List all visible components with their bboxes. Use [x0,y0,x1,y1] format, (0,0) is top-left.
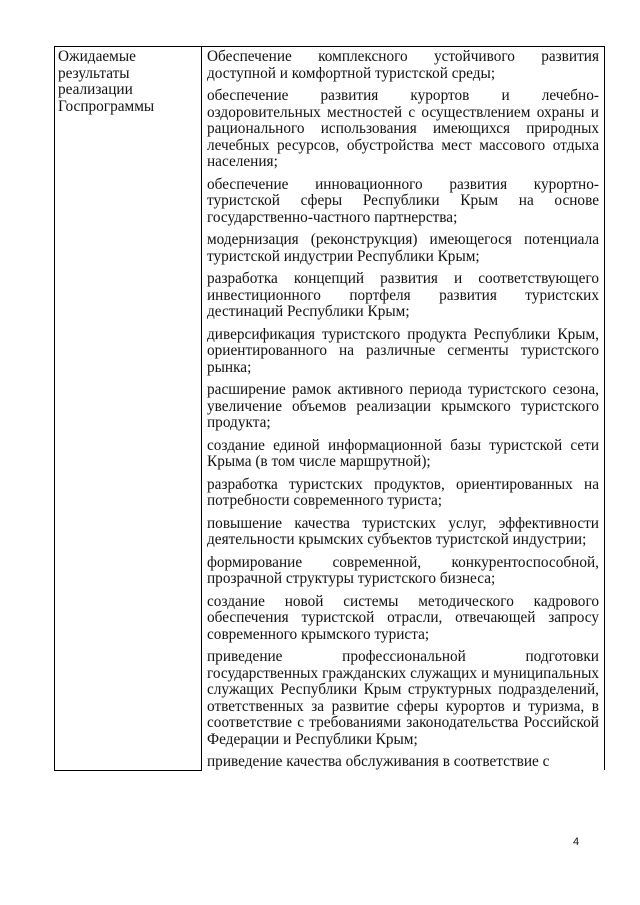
result-item-10: повышение качества туристских услуг, эффективности деятельности крымских субъектов туристской индустрии; [207,514,599,548]
page-number: 4 [573,836,580,848]
result-item-9: разработка туристских продуктов, ориентированных на потребности современного туриста; [207,475,599,509]
row-label: Ожидаемые результаты реализации Госпрограммы [58,48,155,115]
result-item-6: диверсификация туристского продукта Республики Крым, ориентированного на различные сегменты туристского рынка; [207,325,599,376]
result-item-12: создание новой системы методического кадрового обеспечения туристской отрасли, отвечающей запросу современного крымского туриста; [207,592,599,643]
result-item-7: расширение рамок активного периода туристского сезона, увеличение объемов реализации крымского туристского продукта; [207,381,599,431]
row-label-cell [55,47,202,771]
result-item-11: формирование современной, конкурентоспособной, прозрачной структуры туристского бизнеса; [207,553,599,587]
table-row [55,47,605,771]
result-item-3: обеспечение инновационного развития курортно-туристской сферы Республики Крым на основе государственно-частного партнерства; [207,175,599,226]
result-item-1: Обеспечение комплексного устойчивого развития доступной и комфортной туристской среды; [207,48,599,82]
results-list-cell [202,47,605,771]
result-item-2: обеспечение развития курортов и лечебно-оздоровительных местностей с осуществлением охраны и рационального использования имеющихся природных лечебных ресурсов, обустройства мест массового отдыха населения; [207,87,599,170]
result-item-14: приведение качества обслуживания в соответствие с [207,754,550,770]
result-item-8: создание единой информационной базы туристской сети Крыма (в том числе маршрутной); [207,436,599,470]
result-item-5: разработка концепций развития и соответствующего инвестиционного портфеля развития туристских дестинаций Республики Крым; [207,270,599,320]
result-item-4: модернизация (реконструкция) имеющегося потенциала туристской индустрии Республики Крым; [207,231,599,265]
program-results-table [54,46,605,771]
result-item-13: приведение профессиональной подготовки государственных гражданских служащих и муниципальных служащих Республики Крым структурных подразделений, ответственных за развитие сферы курортов и туризма, в соответствие с требованиями законодательства Российской Федерации и Республики Крым; [207,648,599,748]
